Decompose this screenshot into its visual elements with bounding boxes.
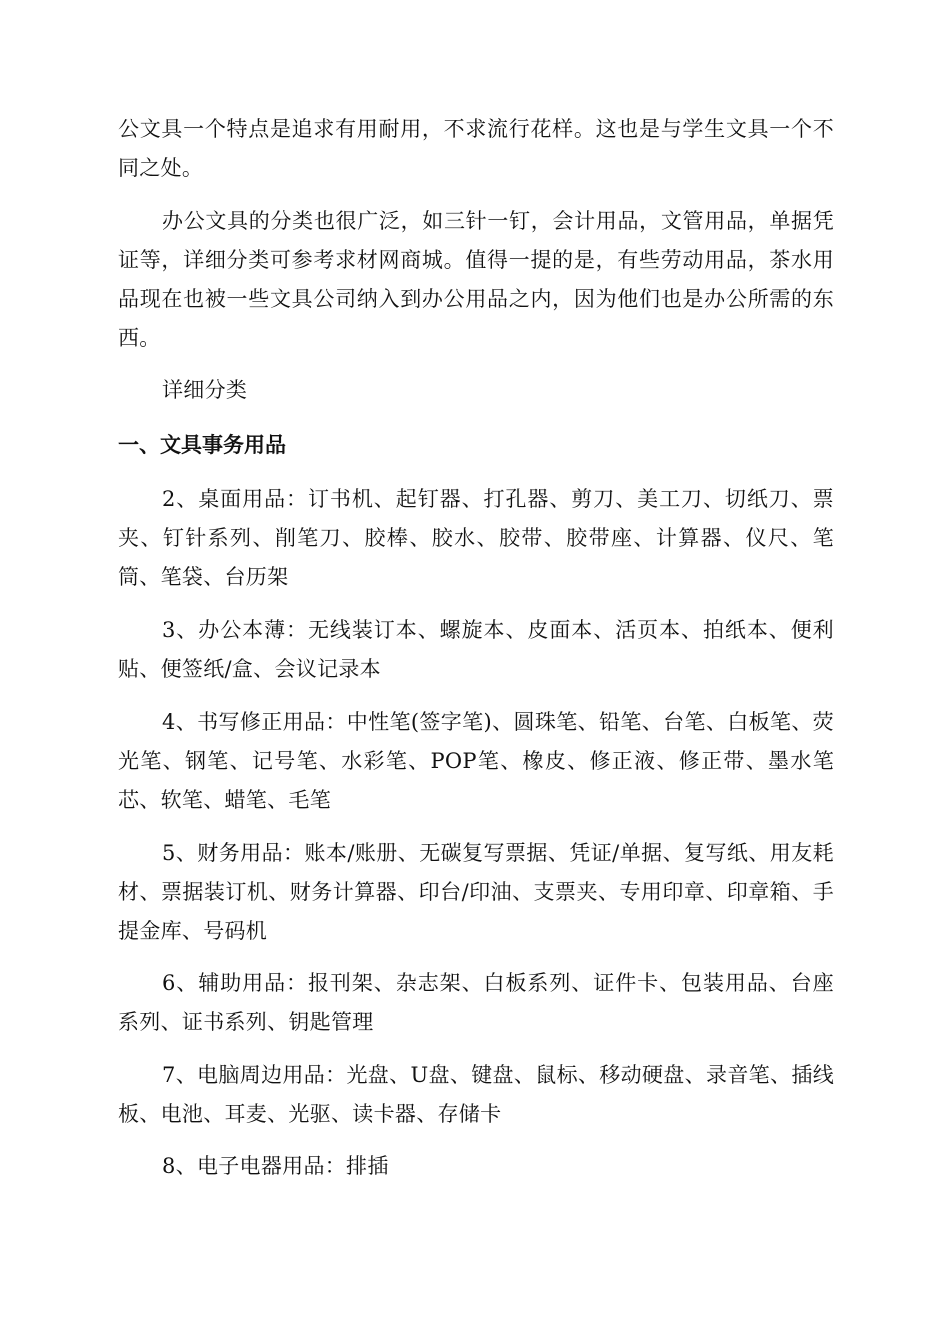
paragraph-classification: 办公文具的分类也很广泛，如三针一钉，会计用品，文管用品，单据凭证等，详细分类可参考求材网商城。值得一提的是，有些劳动用品，茶水用品现在也被一些文具公司纳入到办公用品之内，因为他们也是办公所需的东西。 bbox=[118, 209, 834, 350]
list-item-desk-supplies: 2、桌面用品：订书机、起钉器、打孔器、剪刀、美工刀、切纸刀、票夹、钉针系列、削笔刀、胶棒、胶水、胶带、胶带座、计算器、仪尺、笔筒、笔袋、台历架 bbox=[118, 487, 834, 589]
list-item-electronics: 8、电子电器用品：排插 bbox=[162, 1154, 389, 1178]
list-item-writing-supplies: 4、书写修正用品：中性笔(签字笔)、圆珠笔、铅笔、台笔、白板笔、荧光笔、钢笔、记号笔、水彩笔、POP笔、橡皮、修正液、修正带、墨水笔芯、软笔、蜡笔、毛笔 bbox=[118, 710, 834, 812]
list-item-computer-peripherals: 7、电脑周边用品：光盘、U盘、键盘、鼠标、移动硬盘、录音笔、插线板、电池、耳麦、光驱、读卡器、存储卡 bbox=[118, 1063, 834, 1126]
paragraph-intro-continued: 公文具一个特点是追求有用耐用，不求流行花样。这也是与学生文具一个不同之处。 bbox=[118, 117, 834, 180]
section-heading: 一、文具事务用品 bbox=[118, 432, 286, 457]
list-item-auxiliary-supplies: 6、辅助用品：报刊架、杂志架、白板系列、证件卡、包装用品、台座系列、证书系列、钥匙管理 bbox=[118, 971, 834, 1034]
list-item-finance-supplies: 5、财务用品：账本/账册、无碳复写票据、凭证/单据、复写纸、用友耗材、票据装订机、财务计算器、印台/印油、支票夹、专用印章、印章箱、手提金库、号码机 bbox=[118, 841, 834, 943]
list-item-notebooks: 3、办公本薄：无线装订本、螺旋本、皮面本、活页本、拍纸本、便利贴、便签纸/盒、会议记录本 bbox=[118, 618, 834, 681]
paragraph-detail-label: 详细分类 bbox=[162, 378, 248, 402]
